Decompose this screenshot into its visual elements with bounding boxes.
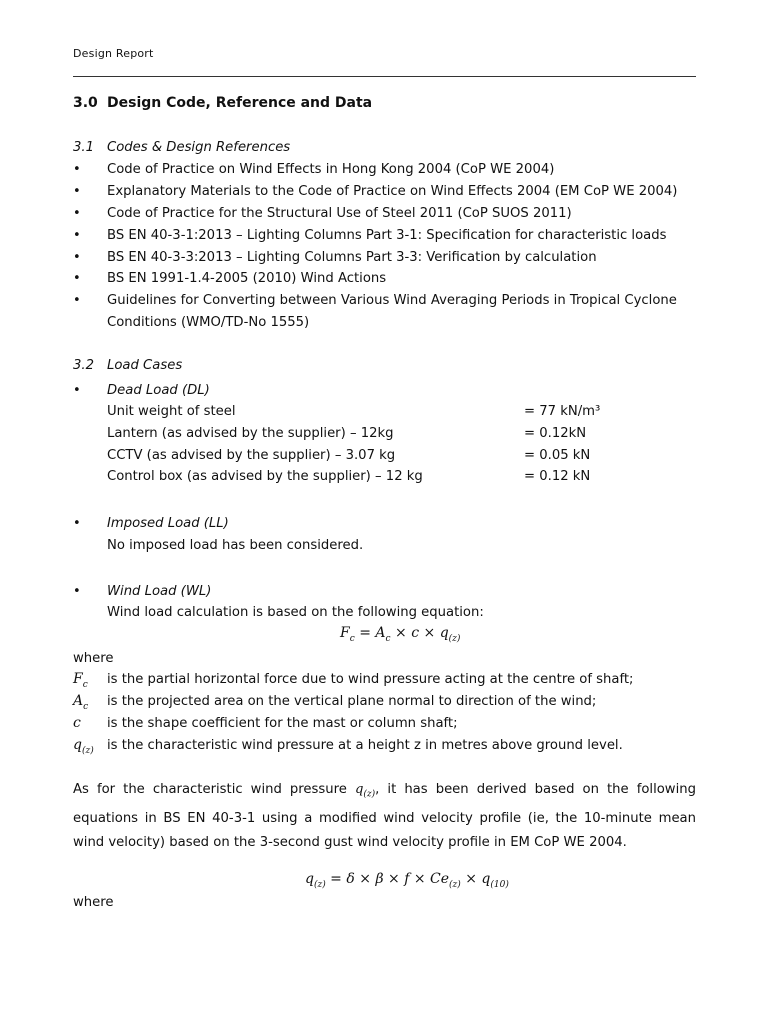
definition-text: is the projected area on the vertical plane normal to direction of the wind; (107, 694, 597, 709)
definition-text: is the shape coefficient for the mast or column shaft; (107, 716, 458, 731)
bullet-icon: • (73, 271, 81, 286)
code-reference-item: BS EN 40-3-1:2013 – Lighting Columns Part 3-1: Specification for characteristic loads (107, 228, 667, 243)
code-reference-item-continued: Conditions (WMO/TD-No 1555) (107, 315, 310, 330)
dead-load-label: Lantern (as advised by the supplier) – 12kg (107, 426, 394, 441)
subsection-title: Load Cases (107, 358, 183, 373)
subsection-number: 3.2 (73, 358, 94, 373)
section-title: Design Code, Reference and Data (107, 95, 373, 111)
bullet-icon: • (73, 584, 81, 599)
subsection-number: 3.1 (73, 140, 94, 155)
bullet-icon: • (73, 228, 81, 243)
section-heading (73, 95, 372, 111)
code-reference-item: Guidelines for Converting between Various Wind Averaging Periods in Tropical Cyclone (107, 293, 677, 308)
where-label: where (73, 651, 114, 666)
bullet-icon: • (73, 383, 81, 398)
definition-symbol: c (73, 715, 81, 731)
wind-pressure-equation: $q_{(z)} = \delta \times \beta \times f \times Ce_{(z)} \times q_{(10)}$ (305, 871, 509, 890)
bullet-icon: • (73, 162, 81, 177)
wind-pressure-paragraph: As for the characteristic wind pressure $q_{(z)}$, it has been derived based on the following equations in BS EN 40-3-1 using a modified wind velocity profile (ie, the 10-minute mean wind velocity) based on the 3-second gust wind velocity profile in EM CoP WE 2004. (73, 782, 696, 850)
wind-force-equation: $F_c = A_c \times c \times q_{(z)}$ (340, 625, 461, 644)
bullet-icon: • (73, 184, 81, 199)
subsection-heading-codes (73, 140, 290, 155)
imposed-load-text: No imposed load has been considered. (107, 538, 364, 553)
subsection-title: Codes & Design References (107, 140, 291, 155)
subsection-heading-loads (73, 358, 182, 373)
bullet-icon: • (73, 516, 81, 531)
dead-load-value: = 0.12kN (524, 426, 587, 441)
dead-load-label: Unit weight of steel (107, 404, 236, 419)
definition-text: is the characteristic wind pressure at a height z in metres above ground level. (107, 738, 623, 753)
bullet-icon: • (73, 206, 81, 221)
code-reference-item: Code of Practice for the Structural Use of Steel 2011 (CoP SUOS 2011) (107, 206, 572, 221)
dead-load-value: = 0.12 kN (524, 469, 591, 484)
dead-load-value: = 77 kN/m³ (524, 404, 601, 419)
code-reference-item: Code of Practice on Wind Effects in Hong Kong 2004 (CoP WE 2004) (107, 162, 555, 177)
dead-load-title: Dead Load (DL) (107, 383, 210, 398)
bullet-icon: • (73, 250, 81, 265)
dead-load-label: Control box (as advised by the supplier) – 12 kg (107, 469, 423, 484)
code-reference-item: BS EN 1991-1.4-2005 (2010) Wind Actions (107, 271, 387, 286)
imposed-load-title: Imposed Load (LL) (107, 516, 229, 531)
definition-symbol: $q_{(z)}$ (73, 737, 94, 756)
definition-symbol: $F_c$ (73, 671, 88, 690)
running-header: Design Report (73, 47, 154, 60)
bullet-icon: • (73, 293, 81, 308)
code-reference-item: BS EN 40-3-3:2013 – Lighting Columns Part 3-3: Verification by calculation (107, 250, 597, 265)
code-reference-item: Explanatory Materials to the Code of Practice on Wind Effects 2004 (EM CoP WE 2004) (107, 184, 678, 199)
where-label-2: where (73, 895, 114, 910)
dead-load-value: = 0.05 kN (524, 448, 591, 463)
header-rule (73, 76, 696, 77)
definition-text: is the partial horizontal force due to wind pressure acting at the centre of shaft; (107, 672, 634, 687)
dead-load-label: CCTV (as advised by the supplier) – 3.07 kg (107, 448, 396, 463)
wind-load-title: Wind Load (WL) (107, 584, 212, 599)
wind-load-text: Wind load calculation is based on the following equation: (107, 605, 484, 620)
section-number: 3.0 (73, 95, 98, 111)
definition-symbol: $A_c$ (73, 693, 89, 712)
